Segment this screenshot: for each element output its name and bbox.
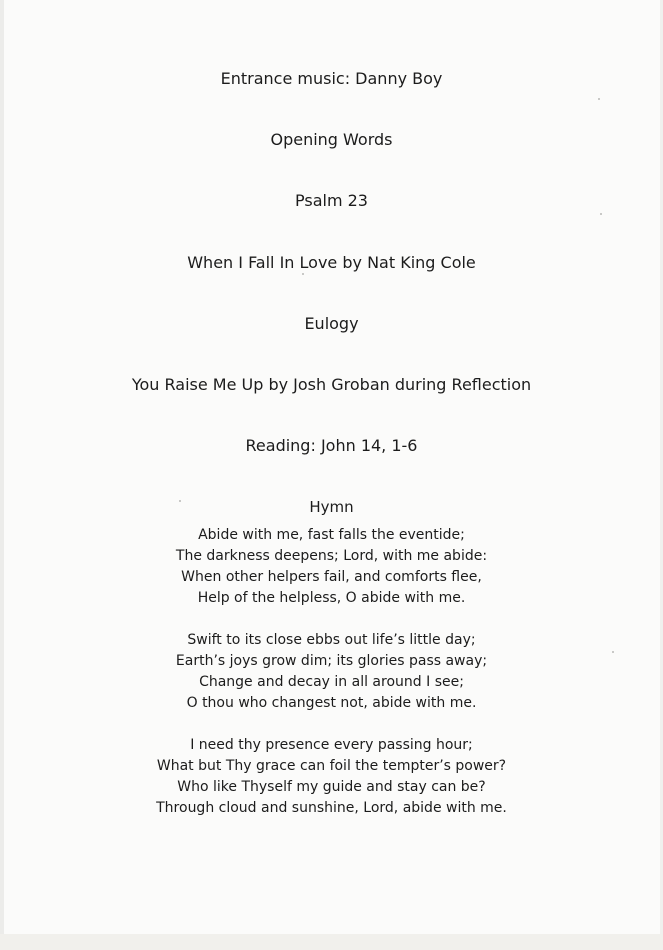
- scan-speck: [612, 651, 614, 653]
- program-item-song-2: You Raise Me Up by Josh Groban during Reflection: [131, 375, 532, 394]
- hymn-line: Help of the helpless, O abide with me.: [197, 590, 466, 606]
- program-item-psalm: Psalm 23: [295, 191, 368, 210]
- scan-speck: [600, 213, 602, 215]
- hymn-line: Change and decay in all around I see;: [199, 674, 464, 690]
- hymn-line: What but Thy grace can foil the tempter’s power?: [156, 758, 507, 774]
- program-item-song-1: When I Fall In Love by Nat King Cole: [187, 253, 476, 272]
- scan-speck: [598, 98, 600, 100]
- program-item-reading: Reading: John 14, 1-6: [245, 436, 418, 455]
- hymn-line: Abide with me, fast falls the eventide;: [198, 527, 465, 543]
- hymn-line: O thou who changest not, abide with me.: [186, 695, 477, 711]
- hymn-stanza-1: [0, 525, 663, 609]
- hymn-line: I need thy presence every passing hour;: [190, 737, 473, 753]
- hymn-line: Through cloud and sunshine, Lord, abide with me.: [156, 800, 507, 816]
- hymn-line: Earth’s joys grow dim; its glories pass away;: [175, 653, 488, 669]
- hymn-line: Who like Thyself my guide and stay can be?: [177, 779, 486, 795]
- hymn-stanza-2: [0, 630, 663, 714]
- hymn-title: Hymn: [309, 498, 354, 516]
- hymn-stanza-3: [0, 735, 663, 819]
- hymn-line: The darkness deepens; Lord, with me abide:: [175, 548, 488, 564]
- scan-speck: [302, 273, 304, 275]
- scan-edge-bottom: [0, 934, 663, 950]
- scan-speck: [179, 500, 181, 502]
- program-item-eulogy: Eulogy: [304, 314, 359, 333]
- program-item-entrance-music: Entrance music: Danny Boy: [220, 69, 443, 88]
- hymn-line: When other helpers fail, and comforts flee,: [181, 569, 482, 585]
- hymn-line: Swift to its close ebbs out life’s little day;: [187, 632, 476, 648]
- program-item-opening-words: Opening Words: [270, 130, 393, 149]
